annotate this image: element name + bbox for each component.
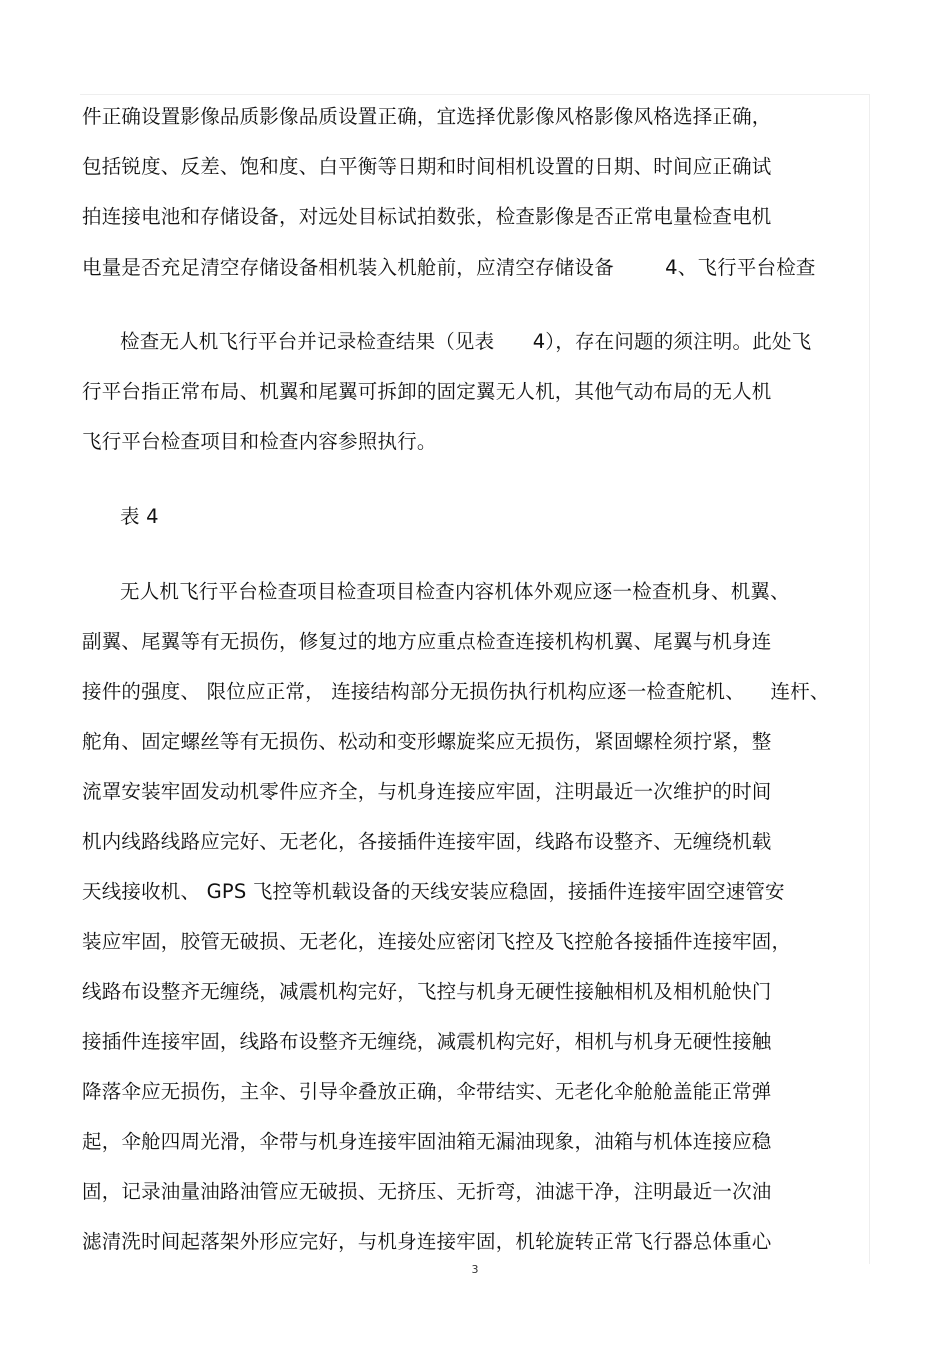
page-border-right	[869, 94, 870, 1264]
text-line: 副翼、尾翼等有无损伤，修复过的地方应重点检查连接机构机翼、尾翼与机身连	[82, 630, 772, 653]
text-line: 包括锐度、反差、饱和度、白平衡等日期和时间相机设置的日期、时间应正确试	[82, 155, 772, 178]
page-number: 3	[471, 1263, 479, 1276]
text-line: 无人机飞行平台检查项目检查项目检查内容机体外观应逐一检查机身、机翼、	[120, 580, 790, 603]
text-line: 滤清洗时间起落架外形应完好，与机身连接牢固，机轮旋转正常飞行器总体重心	[82, 1230, 772, 1253]
text-line: 天线接收机、 GPS 飞控等机载设备的天线安装应稳固，接插件连接牢固空速管安	[82, 880, 785, 903]
text-line: 起，伞舱四周光滑，伞带与机身连接牢固油箱无漏油现象，油箱与机体连接应稳	[82, 1130, 772, 1153]
text-line: 装应牢固，胶管无破损、无老化，连接处应密闭飞控及飞控舱各接插件连接牢固，	[82, 930, 792, 953]
text-line: 流罩安装牢固发动机零件应齐全，与机身连接应牢固，注明最近一次维护的时间	[82, 780, 772, 803]
text-line: 行平台指正常布局、机翼和尾翼可拆卸的固定翼无人机，其他气动布局的无人机	[82, 380, 772, 403]
text-line: 电量是否充足清空存储设备相机装入机舱前，应清空存储设备 4、飞行平台检查	[82, 256, 816, 279]
table-caption: 表 4	[120, 505, 159, 528]
page-border-top	[80, 94, 870, 95]
text-line: 机内线路线路应完好、无老化，各接插件连接牢固，线路布设整齐、无缠绕机载	[82, 830, 772, 853]
text-line: 接插件连接牢固，线路布设整齐无缠绕，减震机构完好，相机与机身无硬性接触	[82, 1030, 772, 1053]
text-line: 接件的强度、 限位应正常， 连接结构部分无损伤执行机构应逐一检查舵机、 连杆、	[82, 680, 830, 703]
text-line: 件正确设置影像品质影像品质设置正确，宜选择优影像风格影像风格选择正确，	[82, 105, 772, 128]
text-line: 拍连接电池和存储设备，对远处目标试拍数张，检查影像是否正常电量检查电机	[82, 205, 772, 228]
text-line: 线路布设整齐无缠绕，减震机构完好，飞控与机身无硬性接触相机及相机舱快门	[82, 980, 772, 1003]
text-line: 固，记录油量油路油管应无破损、无挤压、无折弯，油滤干净，注明最近一次油	[82, 1180, 772, 1203]
text-line: 舵角、固定螺丝等有无损伤、松动和变形螺旋桨应无损伤，紧固螺栓须拧紧，整	[82, 730, 772, 753]
text-line: 检查无人机飞行平台并记录检查结果（见表 4），存在问题的须注明。此处飞	[120, 330, 812, 353]
text-line: 降落伞应无损伤，主伞、引导伞叠放正确，伞带结实、无老化伞舱舱盖能正常弹	[82, 1080, 772, 1103]
text-line: 飞行平台检查项目和检查内容参照执行。	[82, 430, 437, 453]
